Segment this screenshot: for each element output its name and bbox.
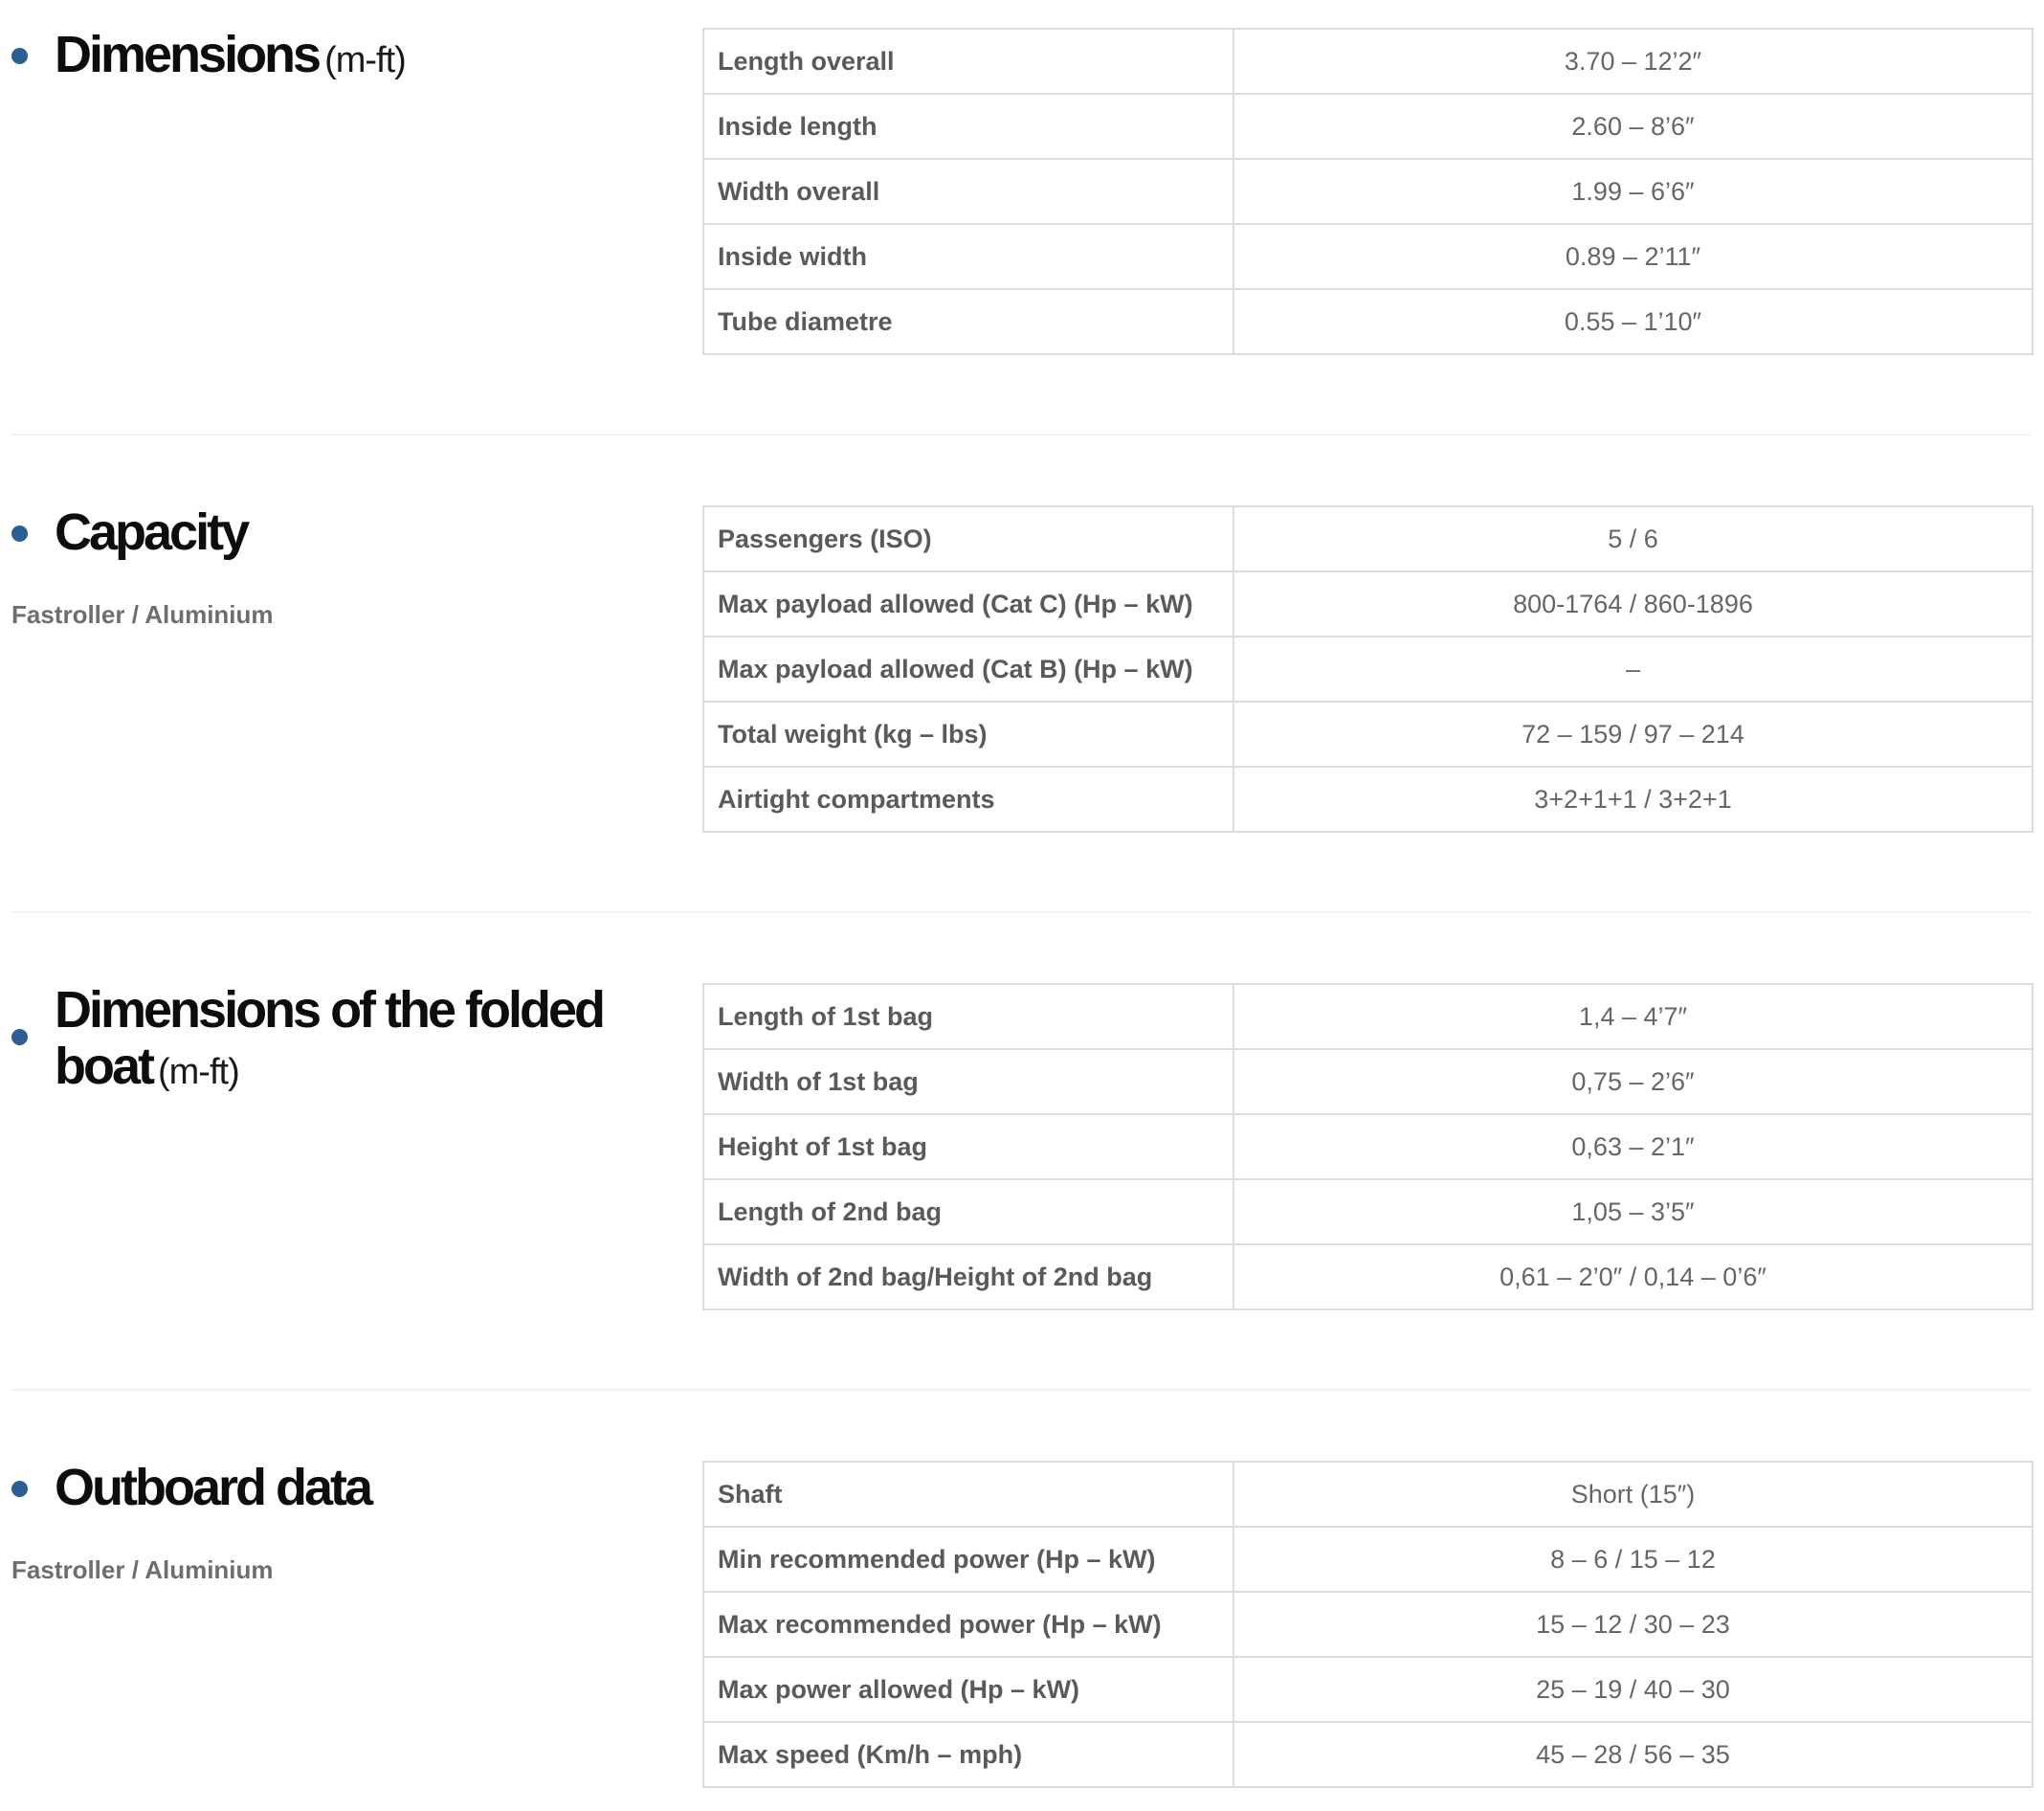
row-value: Short (15″) [1233,1462,2033,1527]
table-row [703,984,2033,1049]
table-row [703,159,2033,224]
row-value: 0.89 – 2’11″ [1233,224,2033,289]
spec-table [702,1461,2033,1788]
table-row [703,1722,2033,1787]
table-row [703,1049,2033,1114]
row-value: 3+2+1+1 / 3+2+1 [1233,767,2033,832]
row-label: Length of 2nd bag [703,1179,1233,1244]
row-value: 0,63 – 2’1″ [1233,1114,2033,1179]
table-row [703,29,2033,94]
row-value: 2.60 – 8’6″ [1233,94,2033,159]
section-title-line2: boat [55,1038,152,1095]
table-row [703,94,2033,159]
row-label: Total weight (kg – lbs) [703,702,1233,767]
row-label: Max payload allowed (Cat B) (Hp – kW) [703,637,1233,702]
row-label: Width overall [703,159,1233,224]
row-label: Length overall [703,29,1233,94]
bullet-icon [11,48,28,64]
section-unit: (m-ft) [158,1052,239,1092]
table-row [703,506,2033,571]
row-value: 1,4 – 4’7″ [1233,984,2033,1049]
row-label: Airtight compartments [703,767,1233,832]
row-label: Width of 1st bag [703,1049,1233,1114]
row-value: 3.70 – 12’2″ [1233,29,2033,94]
row-value: 0,75 – 2’6″ [1233,1049,2033,1114]
bullet-icon [11,1029,28,1045]
row-value: 800-1764 / 860-1896 [1233,571,2033,637]
spec-table [702,505,2033,833]
row-value: 1.99 – 6’6″ [1233,159,2033,224]
table-row [703,1592,2033,1657]
spec-table [702,28,2033,355]
table-row [703,224,2033,289]
table-row [703,1244,2033,1309]
section-subtitle: Fastroller / Aluminium [11,1555,274,1584]
row-value: 25 – 19 / 40 – 30 [1233,1657,2033,1722]
section-title-text: Outboard data [55,1459,371,1516]
row-label: Inside width [703,224,1233,289]
row-label: Width of 2nd bag/Height of 2nd bag [703,1244,1233,1309]
section-title-text: Dimensions [55,26,320,83]
row-label: Length of 1st bag [703,984,1233,1049]
spec-table [702,983,2033,1310]
bullet-icon [11,1481,28,1497]
table-row [703,702,2033,767]
section-divider [11,434,2031,436]
table-row [703,1657,2033,1722]
row-label: Shaft [703,1462,1233,1527]
row-value: 5 / 6 [1233,506,2033,571]
row-label: Max power allowed (Hp – kW) [703,1657,1233,1722]
table-row [703,571,2033,637]
row-value: – [1233,637,2033,702]
section-divider [11,911,2031,913]
row-label: Max payload allowed (Cat C) (Hp – kW) [703,571,1233,637]
row-label: Max recommended power (Hp – kW) [703,1592,1233,1657]
row-value: 0.55 – 1’10″ [1233,289,2033,354]
row-label: Tube diametre [703,289,1233,354]
row-label: Passengers (ISO) [703,506,1233,571]
bullet-icon [11,525,28,542]
section-title [55,1460,667,1516]
row-value: 8 – 6 / 15 – 12 [1233,1527,2033,1592]
section-divider [11,1389,2031,1391]
row-label: Min recommended power (Hp – kW) [703,1527,1233,1592]
table-row [703,1114,2033,1179]
section-title [55,982,667,1101]
table-row [703,1179,2033,1244]
row-label: Max speed (Km/h – mph) [703,1722,1233,1787]
table-row [703,637,2033,702]
section-subtitle: Fastroller / Aluminium [11,600,274,629]
row-label: Height of 1st bag [703,1114,1233,1179]
section-title [55,27,667,89]
section-title-line1: Dimensions of the folded [55,981,604,1039]
row-value: 15 – 12 / 30 – 23 [1233,1592,2033,1657]
row-value: 1,05 – 3’5″ [1233,1179,2033,1244]
table-row [703,767,2033,832]
section-title [55,504,667,561]
row-value: 0,61 – 2’0″ / 0,14 – 0’6″ [1233,1244,2033,1309]
section-unit: (m-ft) [324,40,406,80]
table-row [703,289,2033,354]
row-value: 45 – 28 / 56 – 35 [1233,1722,2033,1787]
table-row [703,1462,2033,1527]
row-label: Inside length [703,94,1233,159]
table-row [703,1527,2033,1592]
row-value: 72 – 159 / 97 – 214 [1233,702,2033,767]
section-title-text: Capacity [55,503,248,561]
